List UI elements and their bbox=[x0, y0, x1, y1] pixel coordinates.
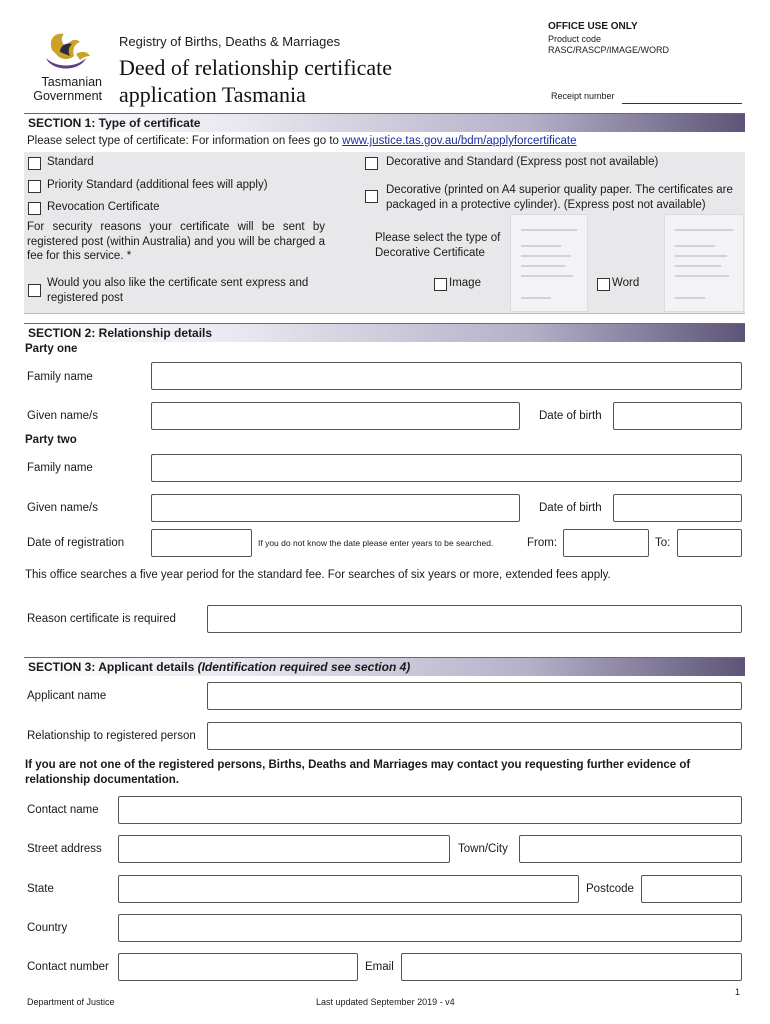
years-search-note: If you do not know the date please enter years to be searched. bbox=[258, 538, 494, 548]
revocation-checkbox[interactable] bbox=[28, 202, 41, 215]
image-option-checkbox[interactable] bbox=[434, 278, 447, 291]
footer-department: Department of Justice bbox=[27, 997, 115, 1007]
receipt-number-field[interactable] bbox=[622, 92, 742, 104]
logo-text-tasmanian: Tasmanian bbox=[41, 75, 102, 89]
town-city-label: Town/City bbox=[458, 843, 508, 855]
street-address-input[interactable] bbox=[118, 835, 450, 863]
party-two-given-names-input[interactable] bbox=[151, 494, 520, 522]
decorative-and-standard-checkbox[interactable] bbox=[365, 157, 378, 170]
security-note: For security reasons your certificate will be sent by registered post (within Australia) and you will be charged a fee for this service. * bbox=[27, 221, 325, 262]
date-of-registration-input[interactable] bbox=[151, 529, 252, 557]
search-from-input[interactable] bbox=[563, 529, 649, 557]
page-title-line1: Deed of relationship certificate bbox=[119, 55, 393, 80]
reason-label: Reason certificate is required bbox=[27, 613, 176, 625]
party-one-given-names-input[interactable] bbox=[151, 402, 520, 430]
logo-text-government: Government bbox=[33, 89, 102, 103]
party-one-family-name-label: Family name bbox=[27, 371, 93, 383]
postcode-label: Postcode bbox=[586, 883, 634, 895]
word-option-label: Word bbox=[612, 277, 640, 289]
footer-last-updated: Last updated September 2019 - v4 bbox=[316, 997, 455, 1007]
decorative-checkbox[interactable] bbox=[365, 190, 378, 203]
relationship-label: Relationship to registered person bbox=[27, 730, 196, 742]
applicant-name-label: Applicant name bbox=[27, 690, 107, 702]
country-label: Country bbox=[27, 922, 68, 934]
search-to-input[interactable] bbox=[677, 529, 742, 557]
registry-name: Registry of Births, Deaths & Marriages bbox=[119, 34, 341, 49]
postcode-input[interactable] bbox=[641, 875, 742, 903]
from-label: From: bbox=[527, 537, 558, 549]
section3-title: SECTION 3: Applicant details bbox=[28, 660, 195, 674]
to-label: To: bbox=[655, 537, 671, 549]
contact-number-label: Contact number bbox=[27, 961, 109, 973]
section3-header bbox=[24, 657, 745, 676]
section3-title-note: (Identification required see section 4) bbox=[197, 660, 411, 674]
tasmanian-devil-logo-icon bbox=[26, 28, 102, 76]
decorative-label: Decorative (printed on A4 superior quality paper. The certificates are packaged in a protective cylinder). (Express post not available) bbox=[386, 184, 733, 211]
section2-title: SECTION 2: Relationship details bbox=[28, 326, 213, 340]
tasmanian-government-logo bbox=[26, 28, 102, 104]
section1-header bbox=[24, 113, 745, 132]
express-post-question: Would you also like the certificate sent express and registered post bbox=[47, 277, 309, 304]
town-city-input[interactable] bbox=[519, 835, 742, 863]
state-input[interactable] bbox=[118, 875, 579, 903]
product-code-label: Product code bbox=[548, 34, 602, 44]
street-address-label: Street address bbox=[27, 843, 102, 855]
applicant-name-input[interactable] bbox=[207, 682, 742, 710]
section1-intro-text: Please select type of certificate: For information on fees go to bbox=[27, 135, 339, 147]
fees-link[interactable]: www.justice.tas.gov.au/bdm/applyforcertificate bbox=[342, 135, 577, 147]
footer-page-number: 1 bbox=[735, 987, 741, 997]
party-two-dob-input[interactable] bbox=[613, 494, 742, 522]
contact-number-input[interactable] bbox=[118, 953, 358, 981]
priority-standard-checkbox[interactable] bbox=[28, 180, 41, 193]
country-input[interactable] bbox=[118, 914, 742, 942]
search-period-note: This office searches a five year period for the standard fee. For searches of six years or more, extended fees apply. bbox=[25, 569, 611, 581]
email-label: Email bbox=[365, 961, 394, 973]
standard-label: Standard bbox=[47, 156, 94, 168]
image-option-label: Image bbox=[449, 277, 481, 289]
section1-intro bbox=[27, 135, 577, 147]
section1-title: SECTION 1: Type of certificate bbox=[28, 116, 201, 130]
party-one-given-names-label: Given name/s bbox=[27, 410, 98, 422]
office-use-only-heading: OFFICE USE ONLY bbox=[548, 21, 638, 32]
party-one-dob-input[interactable] bbox=[613, 402, 742, 430]
state-label: State bbox=[27, 883, 54, 895]
contact-name-label: Contact name bbox=[27, 804, 99, 816]
receipt-number-label: Receipt number bbox=[551, 91, 615, 101]
revocation-label: Revocation Certificate bbox=[47, 201, 160, 213]
relationship-input[interactable] bbox=[207, 722, 742, 750]
party-one-family-name-input[interactable] bbox=[151, 362, 742, 390]
contact-name-input[interactable] bbox=[118, 796, 742, 824]
standard-checkbox[interactable] bbox=[28, 157, 41, 170]
party-two-given-names-label: Given name/s bbox=[27, 502, 98, 514]
email-input[interactable] bbox=[401, 953, 742, 981]
party-one-dob-label: Date of birth bbox=[539, 410, 602, 422]
party-two-heading: Party two bbox=[25, 434, 77, 446]
section2-header bbox=[24, 323, 745, 342]
word-certificate-sample bbox=[664, 214, 744, 312]
evidence-notice: If you are not one of the registered persons, Births, Deaths and Marriages may contact you requesting further evidence of relationship documentation. bbox=[25, 759, 691, 786]
select-decorative-type: Please select the type of Decorative Certificate bbox=[375, 232, 501, 259]
express-post-checkbox[interactable] bbox=[28, 284, 41, 297]
party-two-family-name-input[interactable] bbox=[151, 454, 742, 482]
priority-standard-label: Priority Standard (additional fees will apply) bbox=[47, 179, 268, 191]
product-code-value: RASC/RASCP/IMAGE/WORD bbox=[548, 45, 670, 55]
party-two-family-name-label: Family name bbox=[27, 462, 93, 474]
reason-input[interactable] bbox=[207, 605, 742, 633]
page-title-line2: application Tasmania bbox=[119, 82, 306, 107]
party-two-dob-label: Date of birth bbox=[539, 502, 602, 514]
decorative-and-standard-label: Decorative and Standard (Express post not available) bbox=[386, 156, 659, 168]
image-certificate-sample bbox=[510, 214, 588, 312]
party-one-heading: Party one bbox=[25, 343, 78, 355]
word-option-checkbox[interactable] bbox=[597, 278, 610, 291]
date-of-registration-label: Date of registration bbox=[27, 537, 125, 549]
